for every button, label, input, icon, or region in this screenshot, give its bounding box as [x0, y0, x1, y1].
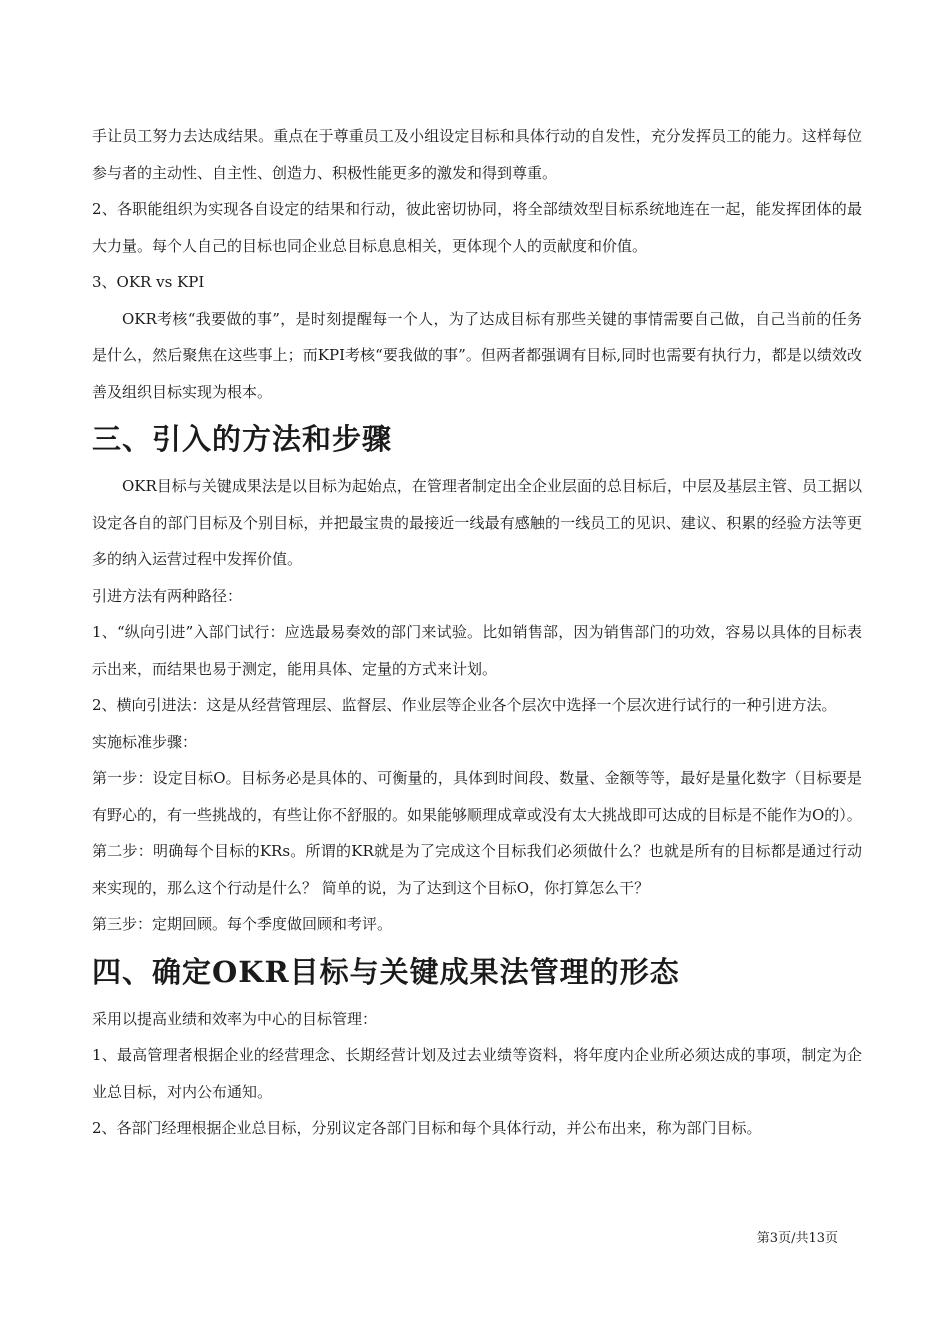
paragraph: 第二步：明确每个目标的KRs。所谓的KR就是为了完成这个目标我们必须做什么？也就是所有的目标都是通过行动来实现的，那么这个行动是什么？ 简单的说，为了达到这个目标O，你打算怎么干？	[92, 842, 862, 897]
paragraph: 实施标准步骤：	[92, 732, 198, 751]
paragraph: 3、OKR vs KPI	[92, 273, 205, 291]
section-heading-4: 四、确定OKR目标与关键成果法管理的形态	[92, 954, 680, 989]
paragraph: 采用以提高业绩和效率为中心的目标管理：	[92, 1009, 378, 1028]
paragraph: 手让员工努力去达成结果。重点在于尊重员工及小组设定目标和具体行动的自发性，充分发挥员工的能力。这样每位参与者的主动性、自主性、创造力、积极性能更多的激发和得到尊重。	[92, 127, 862, 182]
paragraph: 2、横向引进法：这是从经营管理层、监督层、作业层等企业各个层次中选择一个层次进行试行的一种引进方法。	[92, 696, 837, 714]
paragraph: 2、各职能组织为实现各自设定的结果和行动，彼此密切协同，将全部绩效型目标系统地连在一起，能发挥团体的最大力量。每个人自己的目标也同企业总目标息息相关，更体现个人的贡献度和价值。	[92, 200, 862, 255]
paragraph: 引进方法有两种路径：	[92, 586, 243, 605]
paragraph: 1、“纵向引进”入部门试行：应选最易奏效的部门来试验。比如销售部，因为销售部门的功效，容易以具体的目标表示出来，而结果也易于测定，能用具体、定量的方式来计划。	[92, 623, 862, 678]
paragraph: OKR目标与关键成果法是以目标为起始点，在管理者制定出全企业层面的总目标后，中层及基层主管、员工据以设定各自的部门目标及个别目标，并把最宝贵的最接近一线最有感触的一线员工的见识、建议、积累的经验方法等更多的纳入运营过程中发挥价值。	[92, 477, 862, 568]
paragraph: OKR考核“我要做的事”，是时刻提醒每一个人，为了达成目标有那些关键的事情需要自己做，自己当前的任务是什么，然后聚焦在这些事上；而KPI考核“要我做的事”。但两者都强调有目标,同时也需要有执行力，都是以绩效改善及组织目标实现为根本。	[92, 309, 862, 401]
page-number: 第3页/共13页	[756, 1231, 838, 1246]
paragraph: 2、各部门经理根据企业总目标，分别议定各部门目标和每个具体行动，并公布出来，称为部门目标。	[92, 1119, 762, 1137]
paragraph: 第一步：设定目标O。目标务必是具体的、可衡量的，具体到时间段、数量、金额等等，最好是量化数字（目标要是有野心的，有一些挑战的，有些让你不舒服的。如果能够顺理成章或没有太大挑战即可达成的目标是不能作为O的）。	[92, 769, 862, 824]
paragraph: 1、最高管理者根据企业的经营理念、长期经营计划及过去业绩等资料，将年度内企业所必须达成的事项，制定为企业总目标，对内公布通知。	[92, 1046, 862, 1101]
page-content	[92, 118, 862, 1147]
section-heading-3: 三、引入的方法和步骤	[92, 422, 393, 456]
paragraph: 第三步：定期回顾。每个季度做回顾和考评。	[92, 915, 393, 933]
